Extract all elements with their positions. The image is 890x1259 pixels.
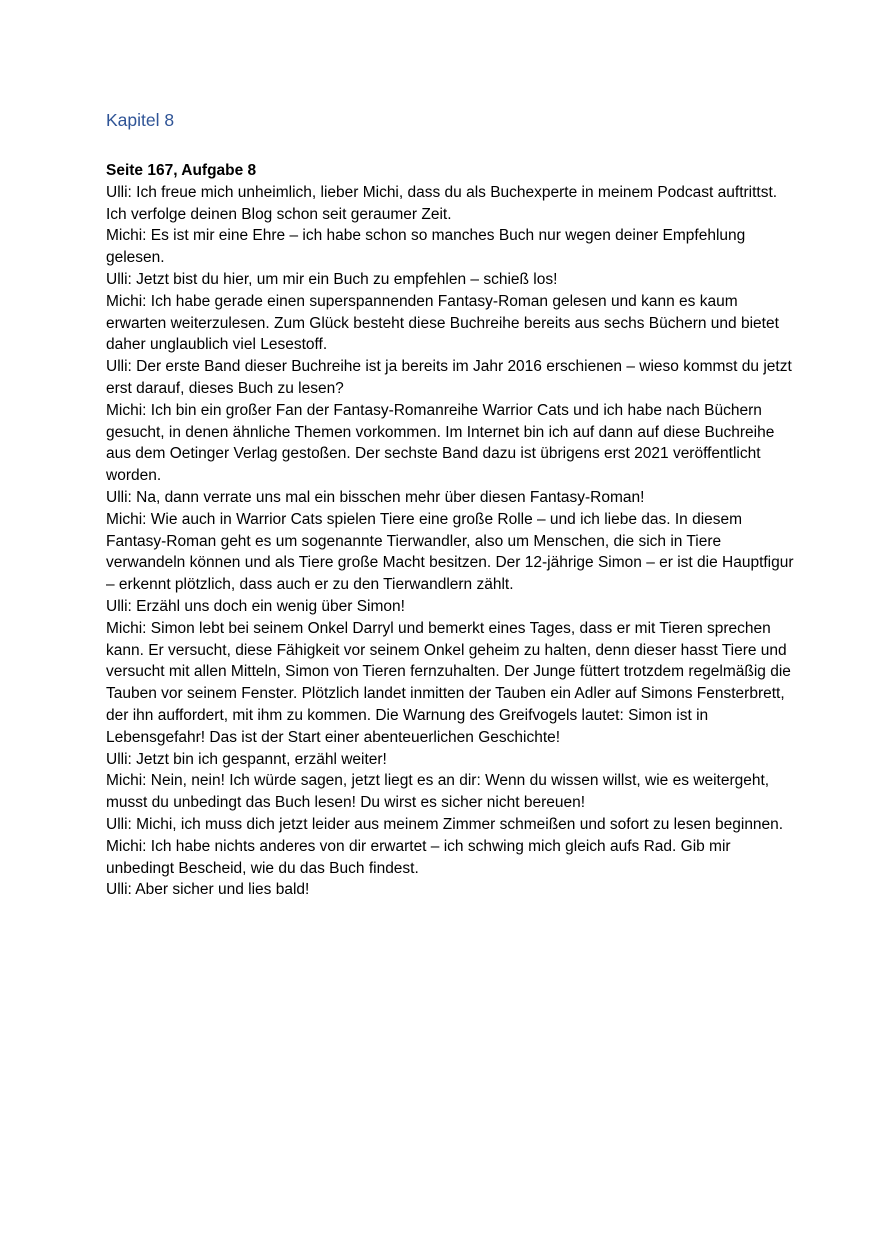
dialogue-transcript: [106, 182, 796, 901]
dialogue-line: Ulli: Michi, ich muss dich jetzt leider aus meinem Zimmer schmeißen und sofort zu lesen beginnen.: [106, 815, 784, 833]
chapter-heading: Kapitel 8: [106, 110, 175, 130]
dialogue-line: Michi: Wie auch in Warrior Cats spielen Tiere eine große Rolle – und ich liebe das. In diesem Fantasy-Roman geht es um sogenannte Tierwandler, also um Menschen, die sich in Tiere verwandeln können und als Tiere große Macht besitzen. Der 12-jährige Simon – er ist die Hauptfigur – erkennt plötzlich, dass auch er zu den Tierwandlern zählt.: [106, 510, 794, 594]
dialogue-line: Ulli: Erzähl uns doch ein wenig über Simon!: [106, 597, 405, 615]
dialogue-line: Michi: Ich habe nichts anderes von dir erwartet – ich schwing mich gleich aufs Rad. Gib mir unbedingt Bescheid, wie du das Buch findest.: [106, 837, 731, 877]
task-heading: Seite 167, Aufgabe 8: [106, 162, 257, 179]
dialogue-line: Ulli: Ich freue mich unheimlich, lieber Michi, dass du als Buchexperte in meinem Podcast auftrittst. Ich verfolge deinen Blog schon seit geraumer Zeit.: [106, 183, 778, 223]
document-page: [106, 108, 796, 901]
dialogue-line: Michi: Es ist mir eine Ehre – ich habe schon so manches Buch nur wegen deiner Empfehlung gelesen.: [106, 227, 746, 267]
dialogue-line: Ulli: Jetzt bist du hier, um mir ein Buch zu empfehlen – schieß los!: [106, 270, 558, 288]
dialogue-line: Ulli: Aber sicher und lies bald!: [106, 881, 310, 899]
dialogue-line: Ulli: Jetzt bin ich gespannt, erzähl weiter!: [106, 750, 387, 768]
dialogue-line: Michi: Ich habe gerade einen superspannenden Fantasy-Roman gelesen und kann es kaum erwarten weiterzulesen. Zum Glück besteht diese Buchreihe bereits aus sechs Büchern und bietet daher unglaublich viel Lesestoff.: [106, 292, 779, 354]
dialogue-line: Michi: Simon lebt bei seinem Onkel Darryl und bemerkt eines Tages, dass er mit Tieren sprechen kann. Er versucht, diese Fähigkeit vor seinem Onkel geheim zu halten, denn dieser hasst Tiere und versucht mit allen Mitteln, Simon von Tieren fernzuhalten. Der Junge füttert trotzdem regelmäßig die Tauben vor seinem Fenster. Plötzlich landet inmitten der Tauben ein Adler auf Simons Fensterbrett, der ihn auffordert, mit ihm zu kommen. Die Warnung des Greifvogels lautet: Simon ist in Lebensgefahr! Das ist der Start einer abenteuerlichen Geschichte!: [106, 619, 791, 746]
dialogue-line: Michi: Nein, nein! Ich würde sagen, jetzt liegt es an dir: Wenn du wissen willst, wie es weitergeht, musst du unbedingt das Buch lesen! Du wirst es sicher nicht bereuen!: [106, 772, 770, 812]
dialogue-line: Michi: Ich bin ein großer Fan der Fantasy-Romanreihe Warrior Cats und ich habe nach Büchern gesucht, in denen ähnliche Themen vorkommen. Im Internet bin ich auf dann auf diese Buchreihe aus dem Oetinger Verlag gestoßen. Der sechste Band dazu ist übrigens erst 2021 veröffentlicht worden.: [106, 401, 775, 485]
dialogue-line: Ulli: Der erste Band dieser Buchreihe ist ja bereits im Jahr 2016 erschienen – wieso kommst du jetzt erst darauf, dieses Buch zu lesen?: [106, 358, 792, 397]
dialogue-line: Ulli: Na, dann verrate uns mal ein bisschen mehr über diesen Fantasy-Roman!: [106, 488, 645, 506]
